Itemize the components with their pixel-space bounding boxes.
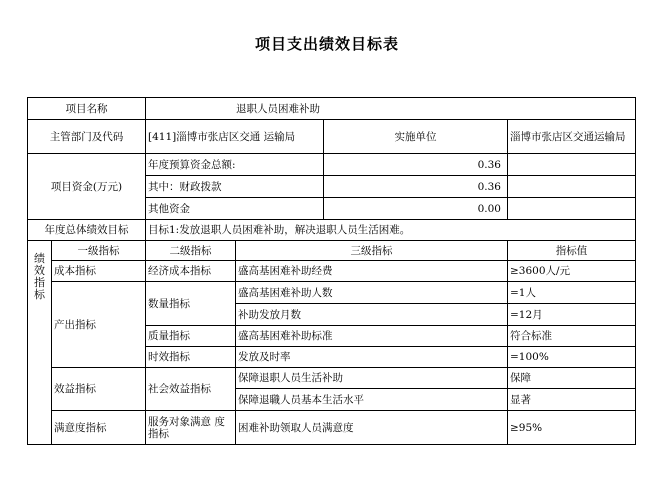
output-quantity-l2: 数量指标 [146,282,236,326]
side-label-text: 绩效指标 [34,252,45,301]
performance-table [27,97,636,445]
satisfaction-value: ≥95% [508,411,636,445]
project-name-value: 退职人员困难补助 [146,98,636,120]
row-cost [28,261,636,282]
output-quantity-l3-2: 补助发放月数 [236,304,508,326]
satisfaction-l1: 满意度指标 [52,411,146,445]
row-output-quantity-1 [28,282,636,304]
performance-indicator-side-label [28,241,52,445]
department-value: [411]淄博市张店区交通 运输局 [146,120,324,154]
output-time-value: =100% [508,347,636,368]
page-title: 项目支出绩效目标表 [254,35,399,53]
benefit-l1: 效益指标 [52,368,146,411]
row-funds-total [28,154,636,176]
output-quantity-value-1: =1人 [508,282,636,304]
funds-empty-cell [508,154,636,176]
output-quality-l2: 质量指标 [146,326,236,347]
output-time-l2: 时效指标 [146,347,236,368]
implementing-unit-value: 淄博市张店区交通运输局 [508,120,636,154]
funds-fiscal-label: 其中：财政拨款 [146,176,324,198]
benefit-l2: 社会效益指标 [146,368,236,411]
annual-goal-label: 年度总体绩效目标 [28,220,146,241]
satisfaction-l2: 服务对象满意 度指标 [146,411,236,445]
cost-value: ≥3600人/元 [508,261,636,282]
funds-empty-cell [508,198,636,220]
project-name-label: 项目名称 [28,98,146,120]
row-indicator-header [28,241,636,261]
satisfaction-l3: 困难补助领取人员满意度 [236,411,508,445]
funds-fiscal-value: 0.36 [324,176,508,198]
cost-l1: 成本指标 [52,261,146,282]
output-l1: 产出指标 [52,282,146,368]
benefit-l3-1: 保障退职人员生活补助 [236,368,508,389]
benefit-value-1: 保障 [508,368,636,389]
header-value: 指标值 [508,241,636,261]
cost-l3: 盛高基困难补助经费 [236,261,508,282]
funds-other-label: 其他资金 [146,198,324,220]
output-quality-l3: 盛高基困难补助标准 [236,326,508,347]
output-quantity-l3-1: 盛高基困难补助人数 [236,282,508,304]
funds-label: 项目资金(万元) [28,154,146,220]
benefit-l3-2: 保障退職人员基本生活水平 [236,389,508,411]
header-level2: 二级指标 [146,241,236,261]
output-time-l3: 发放及时率 [236,347,508,368]
header-level1: 一级指标 [52,241,146,261]
output-quantity-value-2: =12月 [508,304,636,326]
row-project-name [28,98,636,120]
implementing-unit-label: 实施单位 [324,120,508,154]
row-benefit-1 [28,368,636,389]
funds-total-value: 0.36 [324,154,508,176]
output-quality-value: 符合标准 [508,326,636,347]
funds-total-label: 年度预算资金总额: [146,154,324,176]
funds-empty-cell [508,176,636,198]
row-department [28,120,636,154]
annual-goal-value: 目标1:发放退职人员困难补助，解决退职人员生活困难。 [146,220,636,241]
benefit-value-2: 显著 [508,389,636,411]
row-satisfaction [28,411,636,445]
funds-other-value: 0.00 [324,198,508,220]
header-level3: 三级指标 [236,241,508,261]
cost-l2: 经济成本指标 [146,261,236,282]
row-annual-goal [28,220,636,241]
department-label: 主管部门及代码 [28,120,146,154]
